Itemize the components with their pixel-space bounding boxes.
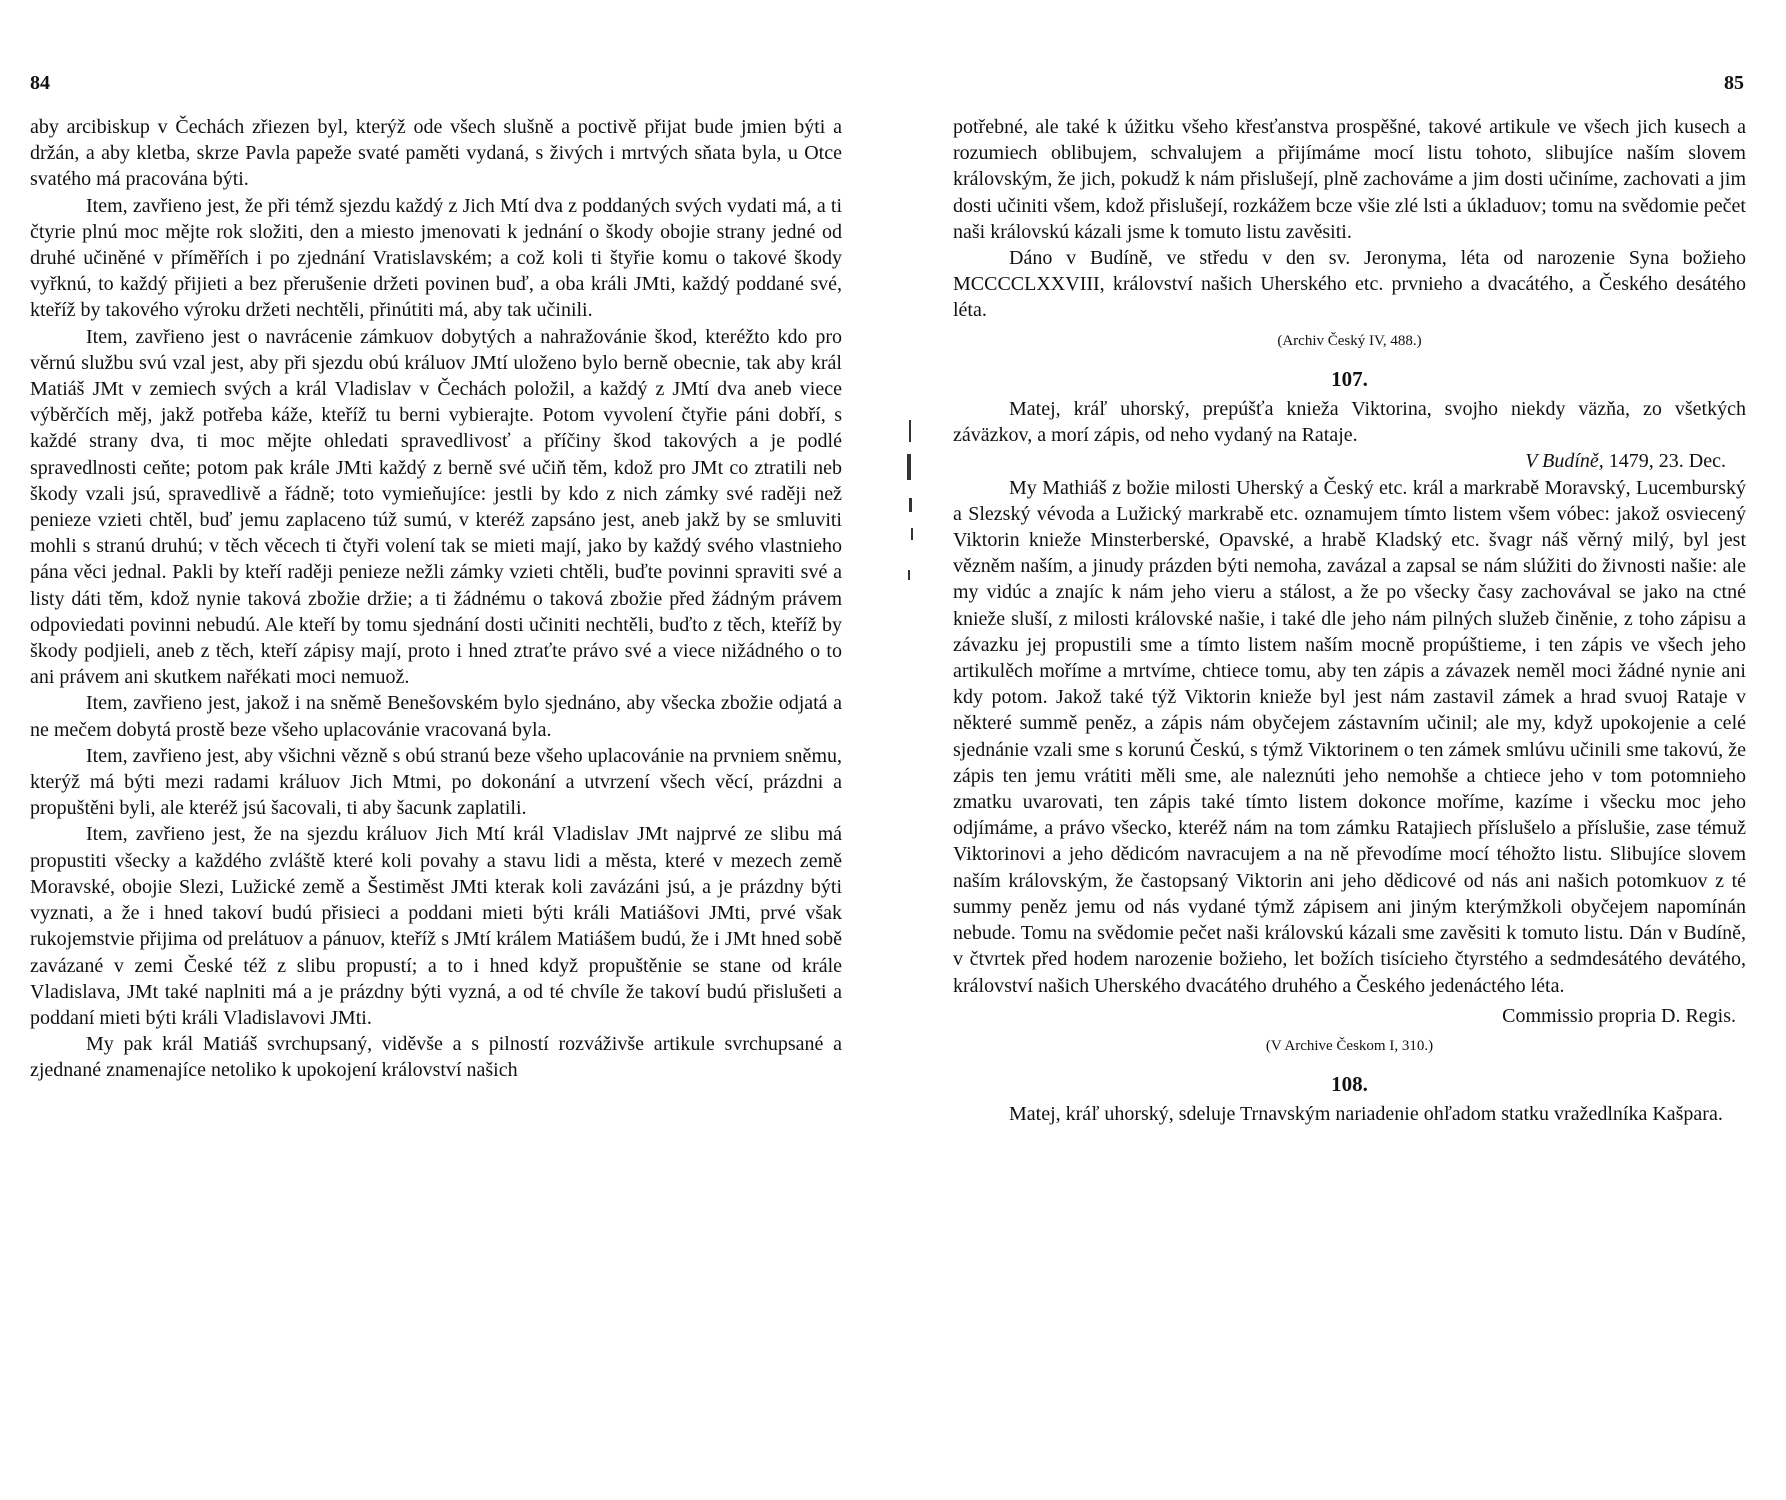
paragraph: Item, zavřieno jest, aby všichni vězně s obú stranú beze všeho uplacovánie na prvniem sněmu, kterýž má býti mezi radami králuov Jich Mtmi, po dokonání a utvrzení všech věcí, prázdni a propuštěni byli, ale kteréž jsú šacovali, ti aby šacunk zaplatili. bbox=[30, 744, 842, 820]
left-page-text bbox=[30, 114, 842, 1084]
page-number: 84 bbox=[30, 72, 50, 94]
right-page-text bbox=[953, 114, 1746, 1128]
date: 1479, 23. Dec. bbox=[1608, 450, 1726, 473]
paragraph: Item, zavřieno jest, že na sjezdu králuov Jich Mtí král Vladislav JMt najprvé ze slibu má propustiti všecky a každého zvláště které koli povahy a stavu lidi a města, které v mezech země Moravské, obojie Slezi, Lužické země a Šestiměst JMti kterak koli zavázáni jsú, a je prázdny býti vyznati, a že i hned takoví budú přisieci a poddani mieti býti králi Matiášovi JMti, prvé však rukojemstvie přijima od prelátuov a pánuov, kteříž s JMtí králem Matiášem budú, že i JMt hned sobě zavázané v zemi České též z slibu propustí; a to i hned když propuštěnie se stane od krále Vladislava, JMt také naplniti má a je prázdny býti vyzná, a od té chvíle že takoví budú přislušeti a poddaní mieti býti králi Vladislavovi JMti. bbox=[30, 823, 842, 1029]
margin-marks bbox=[901, 420, 921, 590]
document-number: 107. bbox=[1331, 366, 1368, 391]
document-number: 108. bbox=[1331, 1072, 1368, 1097]
signature-line: Commissio propria D. Regis. bbox=[1502, 1004, 1736, 1027]
paragraph: Item, zavřieno jest, že při témž sjezdu každý z Jich Mtí dva z poddaných svých vydati má, a ti čtyrie plnú moc mějte rok složiti, den a miesto jmenovati k jednání o škody obojie strany jedné od druhé učiněné v příměřích i po zjednání Vratislavském; a což koli ti štyřie komu o takové škody vyřknú, to každý přijieti a bez přerušenie držeti povinen buď, a oba králi JMti, každý poddané své, kteříž by takového výroku držeti nechtěli, přinútiti má, aby tak učinili. bbox=[30, 194, 842, 322]
document-summary: Matej, kráľ uhorský, prepúšťa knieža Viktorina, svojho niekdy väzňa, zo všetkých záväzkov, a morí zápis, od neho vydaný na Rataje. bbox=[953, 398, 1746, 447]
paragraph: potřebné, ale také k úžitku všeho křesťanstva prospěšné, takové artikule ve všech jich kusech a rozumiech oblibujem, schvalujem a přijímáme mocí listu tohoto, slibujíce naším slovem královským, že jich, pokudž k nám přislušejí, plně zachováme a jim dosti učiníme, zachovati a jim dosti učiniti všem, kdož přislušejí, rozkážem bcze všie zlé lsti a úkladuov; tomu na svědomie pečet naši královskú kázali jsme k tomuto listu zavěsiti. bbox=[953, 116, 1746, 243]
paragraph: aby arcibiskup v Čechách zřiezen byl, kterýž ode všech slušně a poctivě přijat bude jmien býti a držán, a aby kletba, skrze Pavla papeže svaté paměti vydaná, s živých i mrtvých sňata byla, u Otce svatého má pracována býti. bbox=[30, 116, 842, 191]
paragraph: Item, zavřieno jest o navrácenie zámkuov dobytých a nahražovánie škod, kteréžto kdo pro věrnú službu svú vzal jest, aby při sjezdu obú králuov JMtí uloženo bylo berně obecnie, tak aby král Matiáš JMt v zemiech svých a král Vladislav v Čechách položil, a každý z JMtí dva aneb viece výběrčích měj, jakž potřeba káže, kteříž tu berni vybierajte. Potom vyvolení čtyřie páni dobří, s každé strany dva, ti moc mějte ohledati spravedlivosť a příčiny škod takových a je podlé spravedlnosti ceňte; potom pak krále JMti každý z berně své učiň těm, kdož pro JMt co ztratili neb škody vzali jsú, spravedlivě a řádně; toto vymieňujíce: jestli by kdo z nich zámky své raději než penieze vzieti chtěl, buď jemu zaplaceno túž sumú, v kteréž zapsáno jest, aneb jakž by se smluviti mohli s stranú druhú; v těch věcech ti čtyři volení tak se mieti mají, jako by každý svého vlastnieho pána věci jednal. Pakli by kteří raději penieze nežli zámky vzieti chtěli, buďte povinni spraviti své a listy dáti těm, kdož nynie taková zbožie držie; a ti žádnému o taková zbožie před žádným právem odpoviedati povinni nebudú. Ale kteří by tomu sjednání dosti učiniti nechtěli, buďto z těch, kteříž by škody podjieli, aneb z těch, kteří zápisy mají, proto i hned ztraťte právo své a viece nižádného o to ani právem ani skutkem nařékati moci nemuož. bbox=[30, 325, 842, 689]
page-number: 85 bbox=[1724, 72, 1744, 94]
source-citation: (V Archive Českom I, 310.) bbox=[1265, 1037, 1434, 1054]
dating-clause: Dáno v Budíně, ve středu v den sv. Jeronyma, léta od narozenie Syna božieho MCCCCLXXVIII, království našich Uherského etc. prvnieho a dvacátého, a Českého desátého léta. bbox=[953, 247, 1746, 322]
place-date bbox=[953, 448, 1746, 474]
document-body: My Mathiáš z božie milosti Uherský a Český etc. král a markrabě Moravský, Lucemburský a Slezský vévoda a Lužický markrabě etc. oznamujem tímto listem všem vóbec: jakož osviecený Viktorin knieže Minsterberské, Opavské, a hrabě Kladský etc. švagr náš věrný milý, byl jest vězněm naším, a jinudy prázden býti nemoha, zavázal a zapsal se nám slúžiti do živnosti našie: ale my vidúc a znajíc k nám jeho vieru a stálost, a že po všecky časy zachovával se jako na ctné knieže sluší, z milosti královské našie, i také dle jeho nám pilných služeb činěnie, z toho zápisu a závazku jej propustili sme a tímto listem naším mocně propúštieme, i ten zápis ve všech jeho artikulěch moříme a mrtvíme, chtiece tomu, aby ten zápis a závazek neměl moci žádné nynie ani kdy potom. Jakož také týž Viktorin knieže byl jest nám zastavil zámek a hrad svuoj Rataje v některé summě peněz, a zápis nám obyčejem zástavním učinil; ale my, když upokojenie a celé sjednánie vzali sme s korunú Českú, s týmž Viktorinem o ten zámek smlúvu učinili sme takovú, že zápis ten jemu vrátiti měli sme, ale naleznúti jeho nemohše a chtiece jeho v tom potomnieho zmatku uvarovati, ten zápis také tímto listem dokonce moříme, kazíme i všecku moc jeho odjímáme, a právo všecko, kteréž nám na tom zámku Ratajiech příslušelo a příslušie, zase témuž Viktorinovi a jeho dědicóm navracujem a na ně převodíme mocí téhožto listu. Slibujíce slovem naším královským, že častopsaný Viktorin ani jeho dědicové od nás ani našich potomkuov z té summy peněz jemu od nás vydané týmž zápisem ani jiným kterýmžkoli obyčejem napomínán nebude. Tomu na svědomie pečet naši královskú kázali sme zavěsiti k tomuto listu. Dán v Budíně, v čtvrtek před hodem narozenie božieho, let božích tisícieho čtyrstého a sedmdesátého devátého, království našich Uherského dvacátého druhého a Českého jedenáctého léta. bbox=[953, 476, 1746, 997]
place: V Budíně, bbox=[1525, 450, 1604, 473]
paragraph: Item, zavřieno jest, jakož i na sněmě Benešovském bylo sjednáno, aby všecka zbožie odjatá a ne mečem dobytá prostě beze všeho uplacovánie vracovaná byla. bbox=[30, 692, 842, 741]
paragraph: My pak král Matiáš svrchupsaný, viděvše a s pilností rozváživše artikule svrchupsané a zjednané znamenajíce netoliko k upokojení království našich bbox=[30, 1033, 842, 1082]
source-citation: (Archiv Český IV, 488.) bbox=[1277, 332, 1422, 349]
document-summary: Matej, kráľ uhorský, sdeluje Trnavským nariadenie ohľadom statku vražedlníka Kašpara. bbox=[1009, 1103, 1723, 1126]
